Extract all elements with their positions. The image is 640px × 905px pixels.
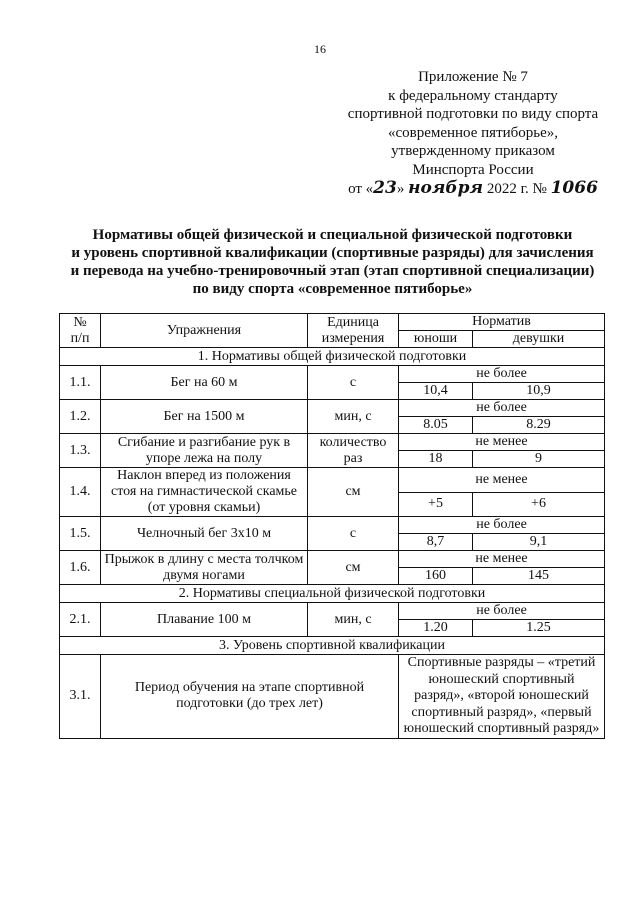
norm-boys: +5 bbox=[399, 492, 473, 517]
exercise-name: Прыжок в длину с места толчком двумя ногами bbox=[101, 551, 308, 585]
norm-girls: 1.25 bbox=[473, 620, 605, 637]
row-number: 1.4. bbox=[60, 468, 101, 517]
row-number: 3.1. bbox=[60, 655, 101, 739]
exercise-name: Плавание 100 м bbox=[101, 603, 308, 637]
training-period: Период обучения на этапе спортивной подготовки (до трех лет) bbox=[101, 655, 399, 739]
unit-cell: с bbox=[308, 517, 399, 551]
unit-cell: с bbox=[308, 366, 399, 400]
appendix-line: Приложение № 7 bbox=[418, 69, 528, 85]
unit-cell: мин, с bbox=[308, 400, 399, 434]
norm-boys: 8.05 bbox=[399, 417, 473, 434]
header-exercises: Упражнения bbox=[101, 314, 308, 348]
norm-condition: не менее bbox=[399, 434, 605, 451]
row-number: 1.3. bbox=[60, 434, 101, 468]
section-row bbox=[60, 637, 605, 655]
norm-condition: не менее bbox=[399, 551, 605, 568]
appendix-line: «современное пятиборье», bbox=[387, 124, 559, 141]
norms-table bbox=[59, 313, 605, 739]
appendix-line: к федеральному стандарту bbox=[388, 87, 558, 104]
unit-cell: см bbox=[308, 468, 399, 517]
date-prefix: от « bbox=[348, 181, 374, 197]
section-title: 3. Уровень спортивной квалификации bbox=[60, 637, 605, 655]
page-number: 16 bbox=[314, 42, 326, 56]
exercise-name: Челночный бег 3x10 м bbox=[101, 517, 308, 551]
norm-condition: не более bbox=[399, 400, 605, 417]
norm-girls: +6 bbox=[473, 492, 605, 517]
date-year: 2022 г. № bbox=[486, 181, 547, 197]
header-num: № п/п bbox=[60, 314, 101, 348]
norm-boys: 160 bbox=[399, 568, 473, 585]
table-row bbox=[60, 517, 605, 534]
header-unit: Единица измерения bbox=[308, 314, 399, 348]
title-line: и перевода на учебно-тренировочный этап (этап спортивной специализации) bbox=[70, 263, 595, 279]
exercise-name: Бег на 60 м bbox=[101, 366, 308, 400]
appendix-block bbox=[340, 68, 606, 199]
title-line: Нормативы общей физической и специальной физической подготовки bbox=[92, 227, 573, 243]
header-row bbox=[60, 314, 605, 331]
row-number: 1.5. bbox=[60, 517, 101, 551]
norm-boys: 8,7 bbox=[399, 534, 473, 551]
norm-boys: 1.20 bbox=[399, 620, 473, 637]
qualification-row bbox=[60, 655, 605, 739]
document-title bbox=[40, 226, 625, 298]
table-row bbox=[60, 400, 605, 417]
header-boys: юноши bbox=[399, 331, 473, 348]
handwritten-day: 23 bbox=[373, 178, 397, 198]
norm-condition: не более bbox=[399, 603, 605, 620]
unit-cell: мин, с bbox=[308, 603, 399, 637]
section-title: 2. Нормативы специальной физической подготовки bbox=[60, 585, 605, 603]
section-title: 1. Нормативы общей физической подготовки bbox=[60, 348, 605, 366]
unit-cell: см bbox=[308, 551, 399, 585]
row-number: 2.1. bbox=[60, 603, 101, 637]
norm-condition: не менее bbox=[399, 468, 605, 493]
appendix-line: утвержденному приказом bbox=[391, 143, 555, 159]
row-number: 1.6. bbox=[60, 551, 101, 585]
appendix-line: Минспорта России bbox=[412, 161, 534, 178]
table-row bbox=[60, 468, 605, 493]
norm-girls: 10,9 bbox=[473, 383, 605, 400]
table-row bbox=[60, 434, 605, 451]
title-line: и уровень спортивной квалификации (спортивные разряды) для зачисления bbox=[71, 245, 594, 261]
table-row bbox=[60, 551, 605, 568]
header-norm: Норматив bbox=[399, 314, 605, 331]
table-row bbox=[60, 603, 605, 620]
exercise-name: Наклон вперед из положения стоя на гимнастической скамье (от уровня скамьи) bbox=[101, 468, 308, 517]
section-row bbox=[60, 348, 605, 366]
section-row bbox=[60, 585, 605, 603]
qualification-requirement: Спортивные разряды – «третий юношеский спортивный разряд», «второй юношеский спортивный разряд», «первый юношеский спортивный разряд» bbox=[399, 655, 605, 739]
norm-girls: 8.29 bbox=[473, 417, 605, 434]
norm-girls: 9 bbox=[473, 451, 605, 468]
exercise-name: Бег на 1500 м bbox=[101, 400, 308, 434]
row-number: 1.1. bbox=[60, 366, 101, 400]
unit-cell: количество раз bbox=[308, 434, 399, 468]
norm-boys: 18 bbox=[399, 451, 473, 468]
norm-boys: 10,4 bbox=[399, 383, 473, 400]
order-date-line bbox=[340, 179, 606, 199]
norm-girls: 145 bbox=[473, 568, 605, 585]
appendix-line: спортивной подготовки по виду спорта bbox=[347, 106, 599, 122]
norm-condition: не более bbox=[399, 517, 605, 534]
date-day-suffix: » bbox=[396, 181, 405, 197]
handwritten-month: ноября bbox=[408, 178, 484, 198]
exercise-name: Сгибание и разгибание рук в упоре лежа на полу bbox=[101, 434, 308, 468]
row-number: 1.2. bbox=[60, 400, 101, 434]
handwritten-order-number: 1066 bbox=[550, 178, 598, 198]
table-row bbox=[60, 366, 605, 383]
header-girls: девушки bbox=[473, 331, 605, 348]
norm-girls: 9,1 bbox=[473, 534, 605, 551]
title-line: по виду спорта «современное пятиборье» bbox=[192, 281, 473, 297]
norm-condition: не более bbox=[399, 366, 605, 383]
